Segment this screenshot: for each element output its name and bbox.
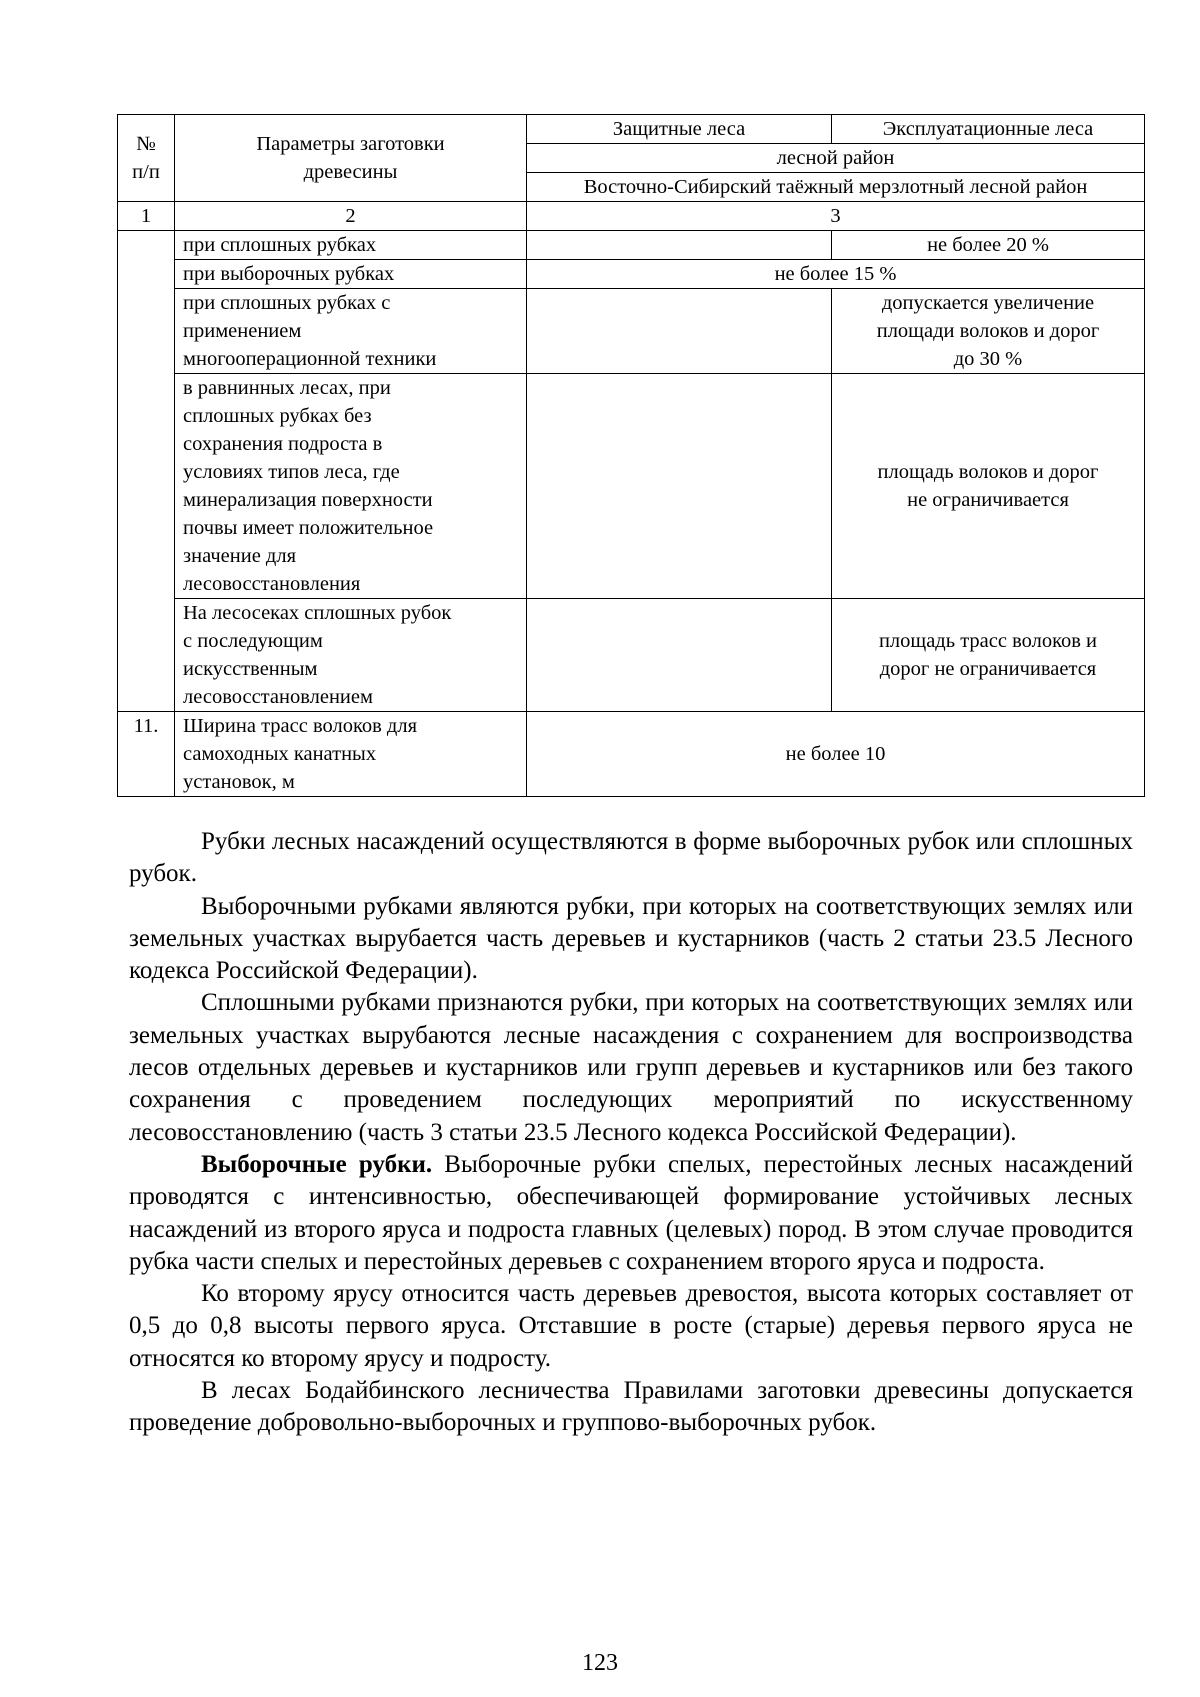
row-param: в равнинных лесах, при сплошных рубках без сохранения подроста в условиях типов леса, где минерализация поверхности почвы имеет положительное значение для лесовосстановления xyxy=(175,374,527,599)
row-exploitation: площадь трасс волоков и дорог не ограничивается xyxy=(832,599,1145,712)
paragraph-text: Выборочные рубки спелых, перестойных лесных насаждений проводятся с интенсивностью, обеспечивающей формирование устойчивых лесных насаждений из второго яруса и подроста главных (целевых) пород. В этом случае проводится рубка части спелых и перестойных деревьев с сохранением второго яруса и подроста. xyxy=(129,1150,1133,1275)
row-param: при выборочных рубках xyxy=(175,260,527,289)
row-protective xyxy=(527,599,832,712)
row-exploitation: площадь волоков и дорог не ограничивается xyxy=(832,374,1145,599)
row-exploitation: допускается увеличение площади волоков и дорог до 30 % xyxy=(832,289,1145,374)
row-merged-value: не более 15 % xyxy=(527,260,1145,289)
row-num: 11. xyxy=(118,712,175,797)
row-param: На лесосеках сплошных рубок с последующим искусственным лесовосстановлением xyxy=(175,599,527,712)
row-merged-value: не более 10 xyxy=(527,712,1145,797)
row-param: при сплошных рубках xyxy=(175,231,527,260)
row-protective xyxy=(527,374,832,599)
paragraph-text: Рубки лесных насаждений осуществляются в форме выборочных рубок или сплошных рубок. xyxy=(129,828,1133,888)
paragraph-text: Сплошными рубками признаются рубки, при которых на соответствующих землях или земельных участках вырубаются лесные насаждения с сохранением для воспроизводства лесов отдельных деревьев и кустарников или групп деревьев и кустарников или без такого сохранения с проведением последующих мероприятий по искусственному лесовосстановлению (часть 3 статьи 23.5 Лесного кодекса Российской Федерации). xyxy=(129,989,1133,1146)
paragraph xyxy=(129,987,1133,1148)
header-num: № п/п xyxy=(118,115,175,202)
header-region-label: лесной район xyxy=(527,144,1145,173)
header-protective: Защитные леса xyxy=(527,115,832,144)
row-num-cell xyxy=(118,231,175,712)
forest-parameters-table xyxy=(117,114,1145,797)
header-col3: 3 xyxy=(527,202,1145,231)
paragraph xyxy=(129,1375,1133,1440)
header-params: Параметры заготовки древесины xyxy=(175,115,527,202)
row-exploitation: не более 20 % xyxy=(832,231,1145,260)
paragraph-text: Выборочными рубками являются рубки, при которых на соответствующих землях или земельных участках вырубается часть деревьев и кустарников (часть 2 статьи 23.5 Лесного кодекса Российской Федерации). xyxy=(129,892,1133,985)
paragraph xyxy=(129,1278,1133,1375)
header-col1: 1 xyxy=(118,202,175,231)
paragraph-text: В лесах Бодайбинского лесничества Правилами заготовки древесины допускается проведение добровольно-выборочных и группово-выборочных рубок. xyxy=(129,1377,1133,1437)
header-col2: 2 xyxy=(175,202,527,231)
header-exploitation: Эксплуатационные леса xyxy=(832,115,1145,144)
paragraph xyxy=(129,826,1133,891)
body-text xyxy=(129,826,1133,1440)
row-param: Ширина трасс волоков для самоходных канатных установок, м xyxy=(175,712,527,797)
paragraph-text: Ко второму ярусу относится часть деревьев древостоя, высота которых составляет от 0,5 до 0,8 высоты первого яруса. Отставшие в росте (старые) деревья первого яруса не относятся ко второму ярусу и подросту. xyxy=(129,1280,1133,1372)
paragraph xyxy=(129,891,1133,988)
paragraph-bold-lead: Выборочные рубки. xyxy=(201,1150,433,1178)
row-protective xyxy=(527,231,832,260)
page-number: 123 xyxy=(582,1650,618,1676)
paragraph xyxy=(129,1149,1133,1278)
row-param: при сплошных рубках с применением многооперационной техники xyxy=(175,289,527,374)
row-protective xyxy=(527,289,832,374)
header-region-name: Восточно-Сибирский таёжный мерзлотный лесной район xyxy=(527,173,1145,202)
